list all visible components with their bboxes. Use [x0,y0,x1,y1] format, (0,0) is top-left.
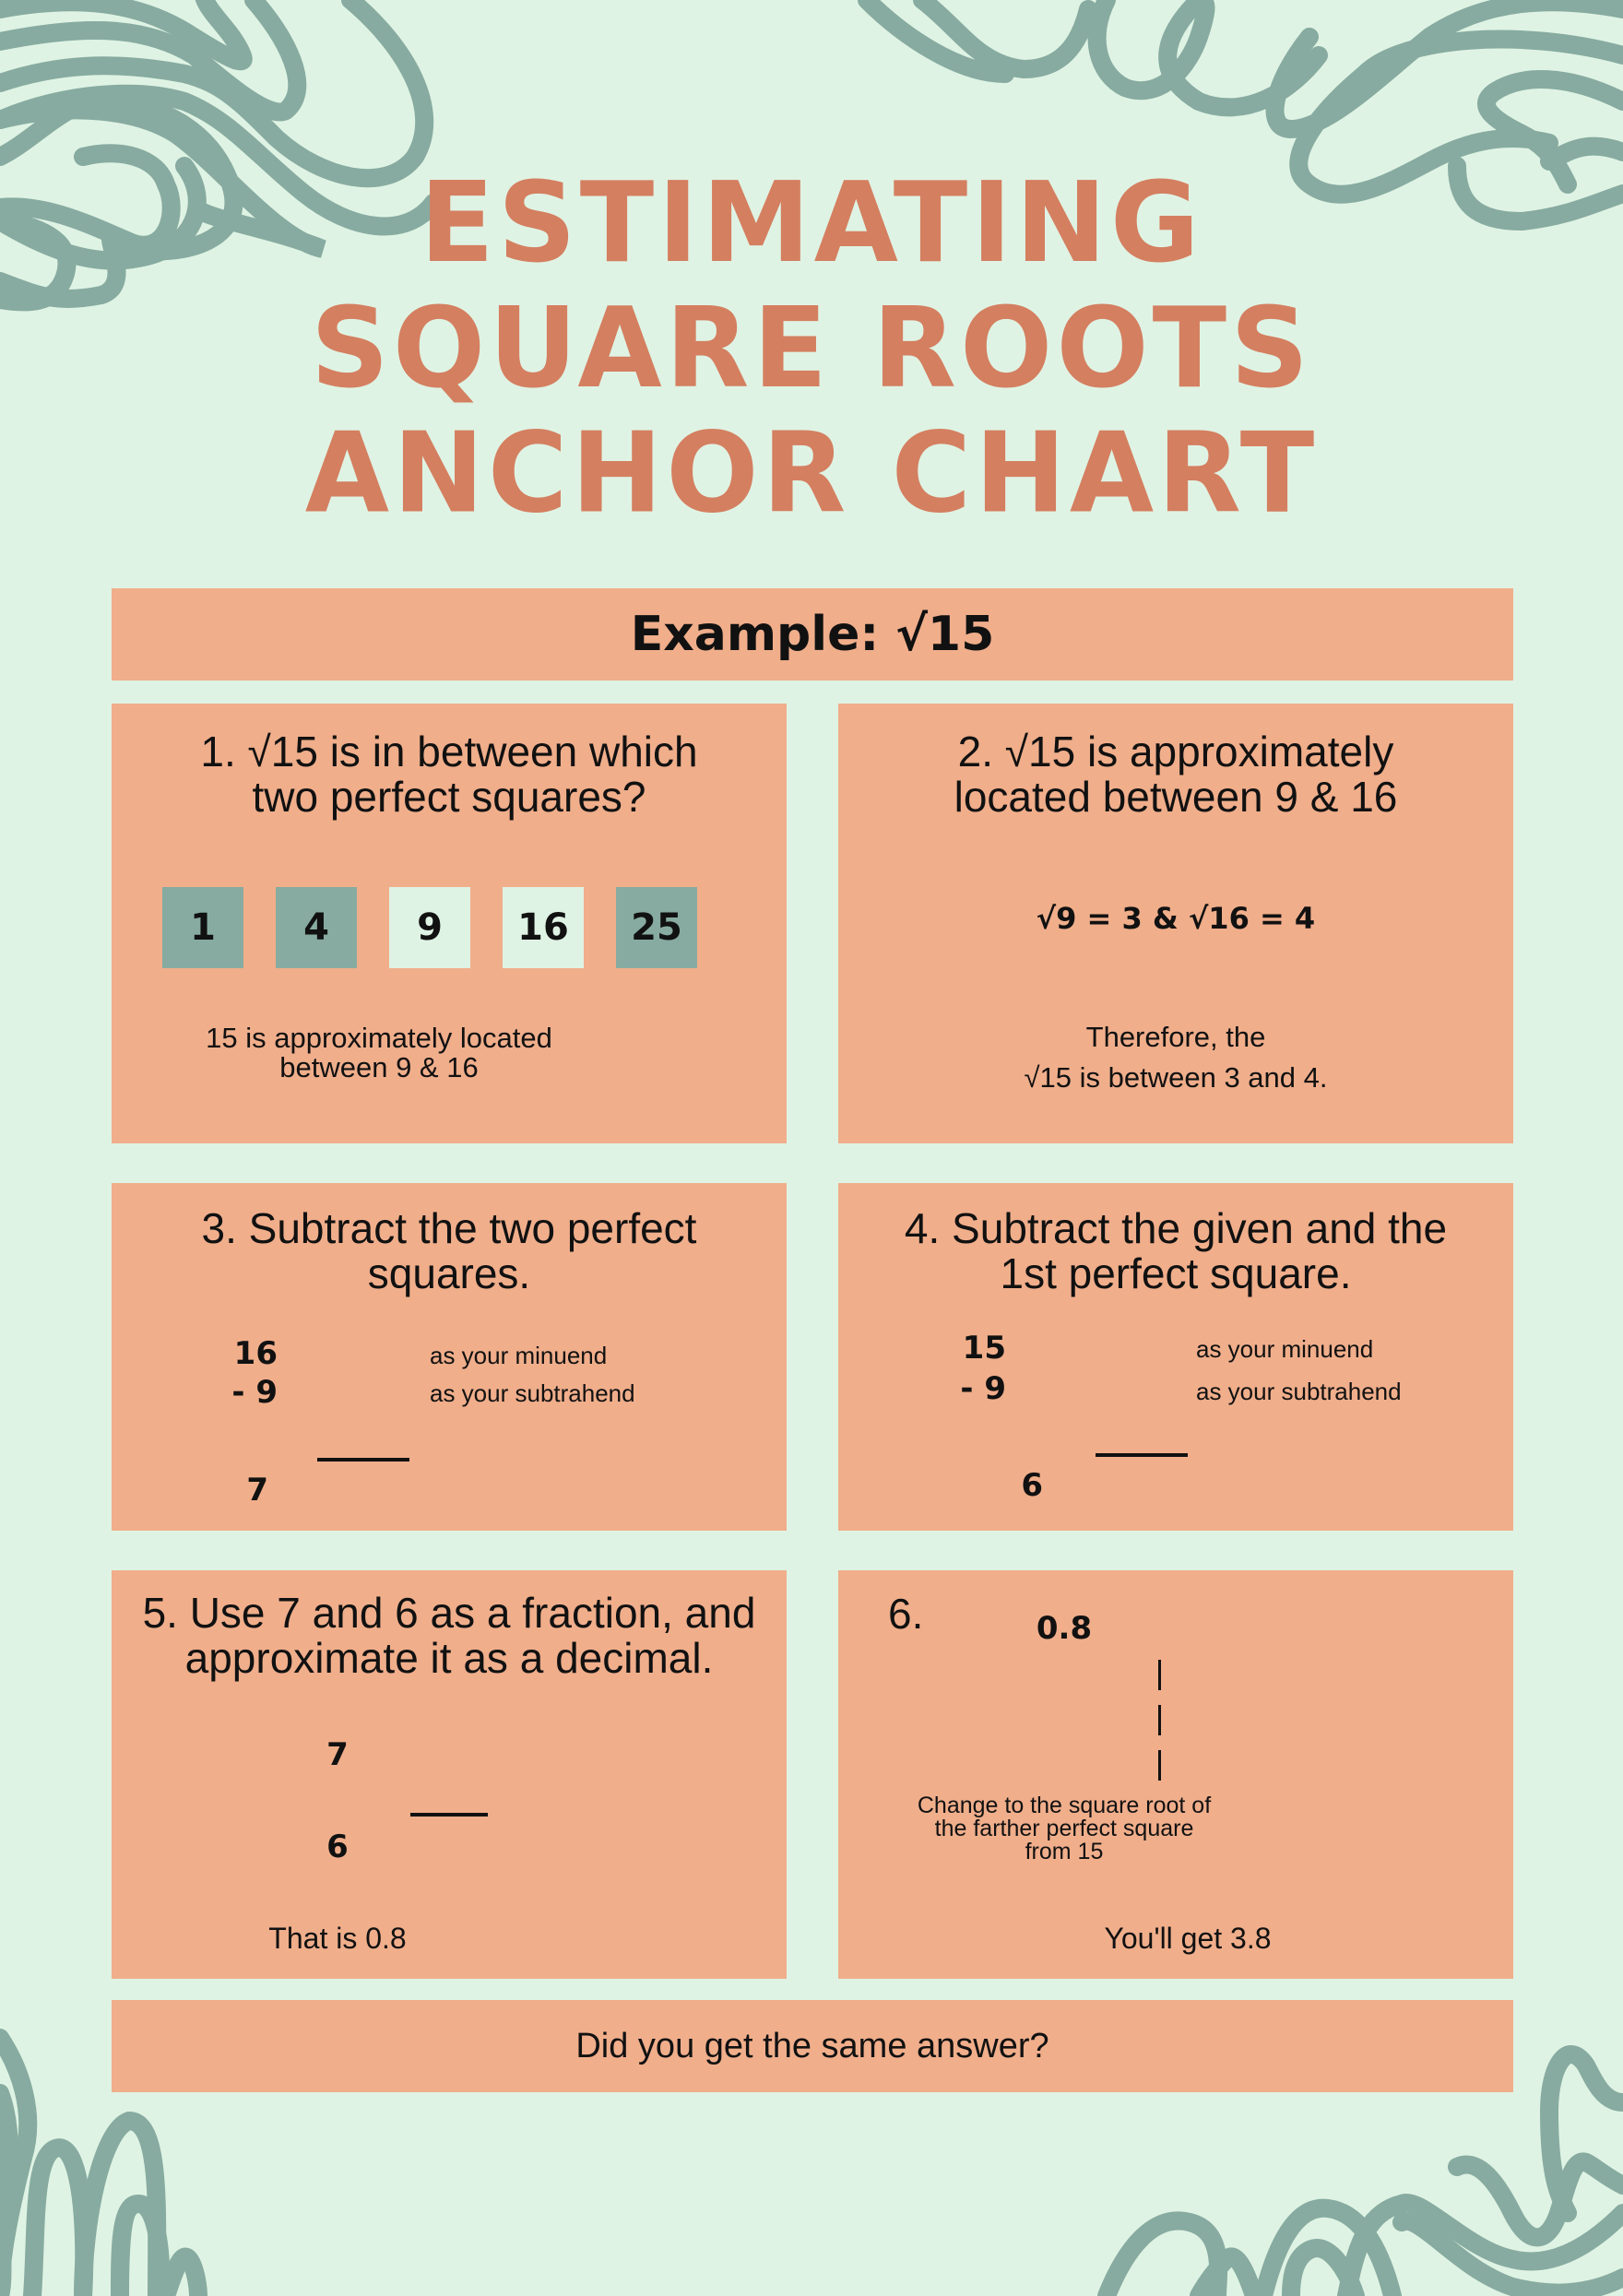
step-6-note-line-2: the farther perfect square [934,1816,1194,1841]
step-2-heading-line-2: located between 9 & 16 [954,773,1398,821]
step-3-card [112,1183,787,1531]
step-1-heading-line-2: two perfect squares? [252,773,646,821]
step-4-subtraction-line [1096,1453,1188,1457]
step-3-result: 7 [246,1472,268,1509]
perfect-square-16: 16 [503,887,584,968]
fraction-numerator: 7 [326,1736,349,1773]
step-4-minuend: 15 [962,1330,1006,1367]
closing-question-banner [112,2000,1513,2092]
step-5-heading-line-2: approximate it as a decimal. [184,1634,714,1682]
step-3-heading [112,1206,787,1296]
closing-question: Did you get the same answer? [575,2026,1049,2065]
step-3-minuend: 16 [233,1335,278,1372]
step-5-card [112,1570,787,1979]
step-4-heading [838,1206,1513,1296]
title-line-2: SQUARE ROOTS [310,282,1313,413]
title-line-1: ESTIMATING [420,157,1203,288]
step-1-note [112,1024,787,1083]
perfect-square-25: 25 [616,887,697,968]
step-4-result: 6 [1021,1467,1043,1504]
perfect-square-4: 4 [276,887,357,968]
step-4-heading-line-2: 1st perfect square. [1000,1249,1352,1297]
step-5-heading-line-1: 5. Use 7 and 6 as a fraction, and [142,1589,756,1637]
title-line-3: ANCHOR CHART [304,408,1319,538]
perfect-square-9: 9 [389,887,470,968]
step-3-heading-line-1: 3. Subtract the two perfect [201,1204,697,1252]
fraction-denominator: 6 [326,1829,349,1865]
step-6-note-line-1: Change to the square root of [917,1793,1212,1818]
connector-line-2 [1158,1705,1161,1735]
step-5-note: That is 0.8 [268,1922,407,1955]
step-4-card [838,1183,1513,1531]
step-4-heading-line-1: 4. Subtract the given and the [904,1204,1448,1252]
step-4-subtrahend-label: as your subtrahend [1196,1378,1402,1405]
example-banner [112,588,1513,681]
step-5-heading [112,1591,787,1681]
step-6-result: You'll get 3.8 [1104,1922,1272,1955]
step-3-subtraction-line [317,1458,409,1462]
connector-line-1 [1158,1660,1161,1690]
perfect-square-1: 1 [162,887,243,968]
step-3-subtrahend-label: as your subtrahend [430,1379,635,1407]
step-3-heading-line-2: squares. [367,1249,531,1297]
step-1-heading-line-1: 1. √15 is in between which [200,728,698,775]
step-2-note-line-2: √15 is between 3 and 4. [1024,1061,1328,1094]
connector-line-3 [1158,1750,1161,1781]
step-2-heading [838,729,1513,820]
step-6-heading: 6. [888,1590,924,1638]
step-3-minuend-label: as your minuend [430,1342,608,1369]
step-6-card [838,1570,1513,1979]
page-title [0,157,1623,538]
step-1-heading [112,729,787,820]
step-2-note-line-1: Therefore, the [1085,1021,1266,1053]
fraction-bar [410,1813,488,1817]
step-6-note-line-3: from 15 [1025,1839,1104,1864]
example-label: Example: √15 [630,607,995,662]
step-2-note [838,1017,1513,1098]
step-6-value: 0.8 [1036,1610,1093,1647]
step-1-card [112,704,787,1143]
step-2-card [838,704,1513,1143]
perfect-squares-row [162,887,697,968]
step-2-heading-line-1: 2. √15 is approximately [957,728,1394,775]
step-1-note-line-2: between 9 & 16 [279,1051,479,1083]
step-2-equation: √9 = 3 & √16 = 4 [1036,901,1316,936]
step-6-note [838,1794,1290,1864]
step-4-subtrahend: - 9 [960,1370,1006,1407]
step-3-subtrahend: - 9 [231,1374,278,1411]
step-4-minuend-label: as your minuend [1196,1335,1374,1363]
step-1-note-line-1: 15 is approximately located [206,1022,552,1054]
